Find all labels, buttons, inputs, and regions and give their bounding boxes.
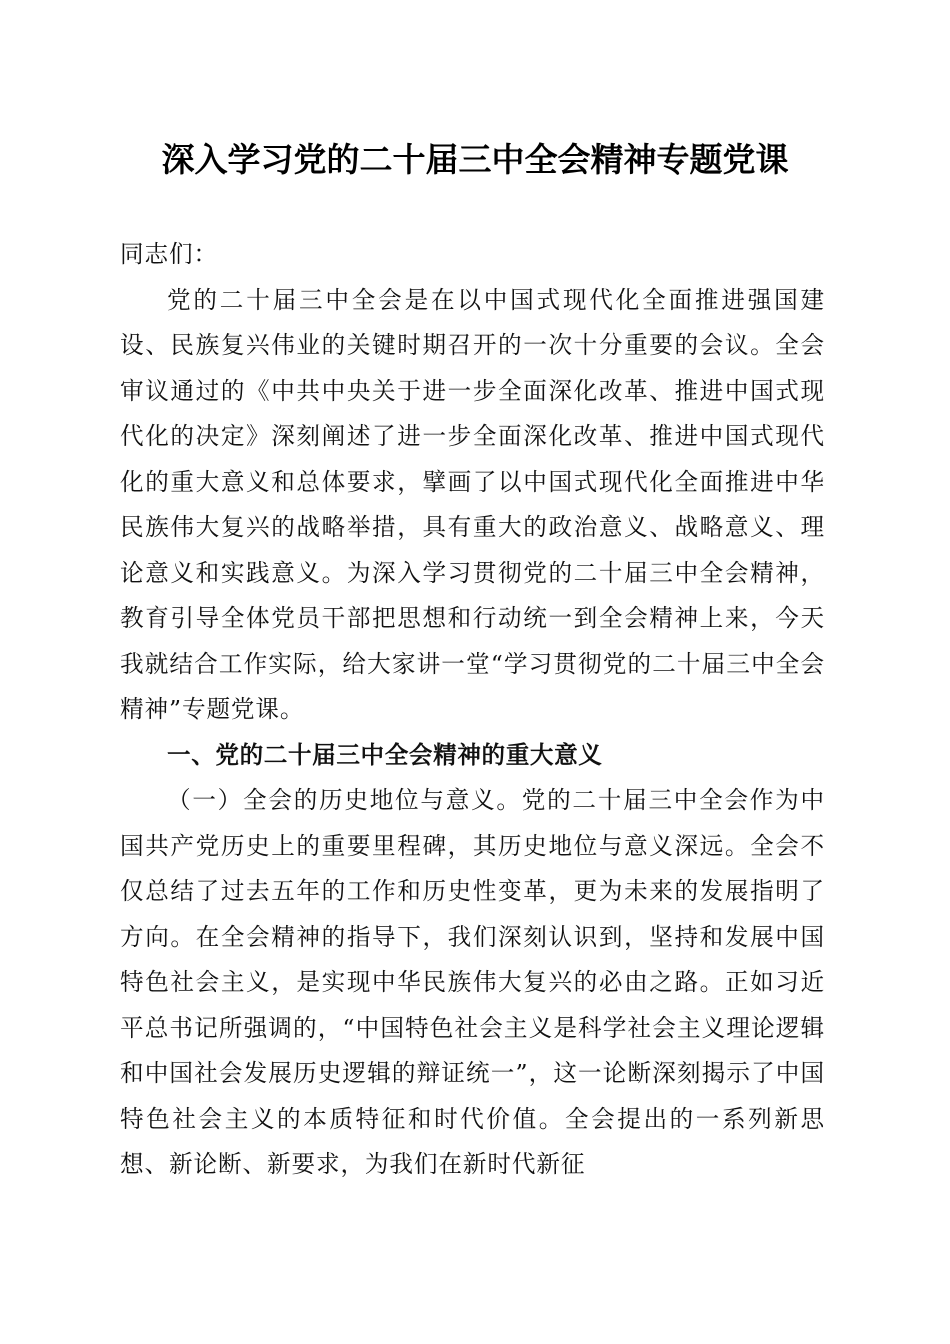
intro-paragraph: 党的二十届三中全会是在以中国式现代化全面推进强国建设、民族复兴伟业的关键时期召开的一次十分重要的会议。全会审议通过的《中共中央关于进一步全面深化改革、推进中国式现代化的决定》深刻阐述了进一步全面深化改革、推进中国式现代化的重大意义和总体要求，擘画了以中国式现代化全面推进中华民族伟大复兴的战略举措，具有重大的政治意义、战略意义、理论意义和实践意义。为深入学习贯彻党的二十届三中全会精神，教育引导全体党员干部把思想和行动统一到全会精神上来，今天我就结合工作实际，给大家讲一堂“学习贯彻党的二十届三中全会精神”专题党课。 [120, 285, 825, 723]
document-body [120, 232, 825, 1188]
subsection-body: 党的二十届三中全会作为中国共产党历史上的重要里程碑，其历史地位与意义深远。全会不仅总结了过去五年的工作和历史性变革，更为未来的发展指明了方向。在全会精神的指导下，我们深刻认识到，坚持和发展中国特色社会主义，是实现中华民族伟大复兴的必由之路。正如习近平总书记所强调的，“中国特色社会主义是科学社会主义理论逻辑和中国社会发展历史逻辑的辩证统一”，这一论断深刻揭示了中国特色社会主义的本质特征和时代价值。全会提出的一系列新思想、新论断、新要求，为我们在新时代新征 [120, 786, 825, 1178]
salutation: 同志们： [120, 240, 218, 268]
document-title: 深入学习党的二十届三中全会精神专题党课 [161, 140, 789, 179]
section-heading: 一、党的二十届三中全会精神的重大意义 [167, 740, 603, 769]
subsection-lead: （一）全会的历史地位与意义。 [167, 786, 522, 814]
subsection-paragraph [120, 778, 825, 1188]
